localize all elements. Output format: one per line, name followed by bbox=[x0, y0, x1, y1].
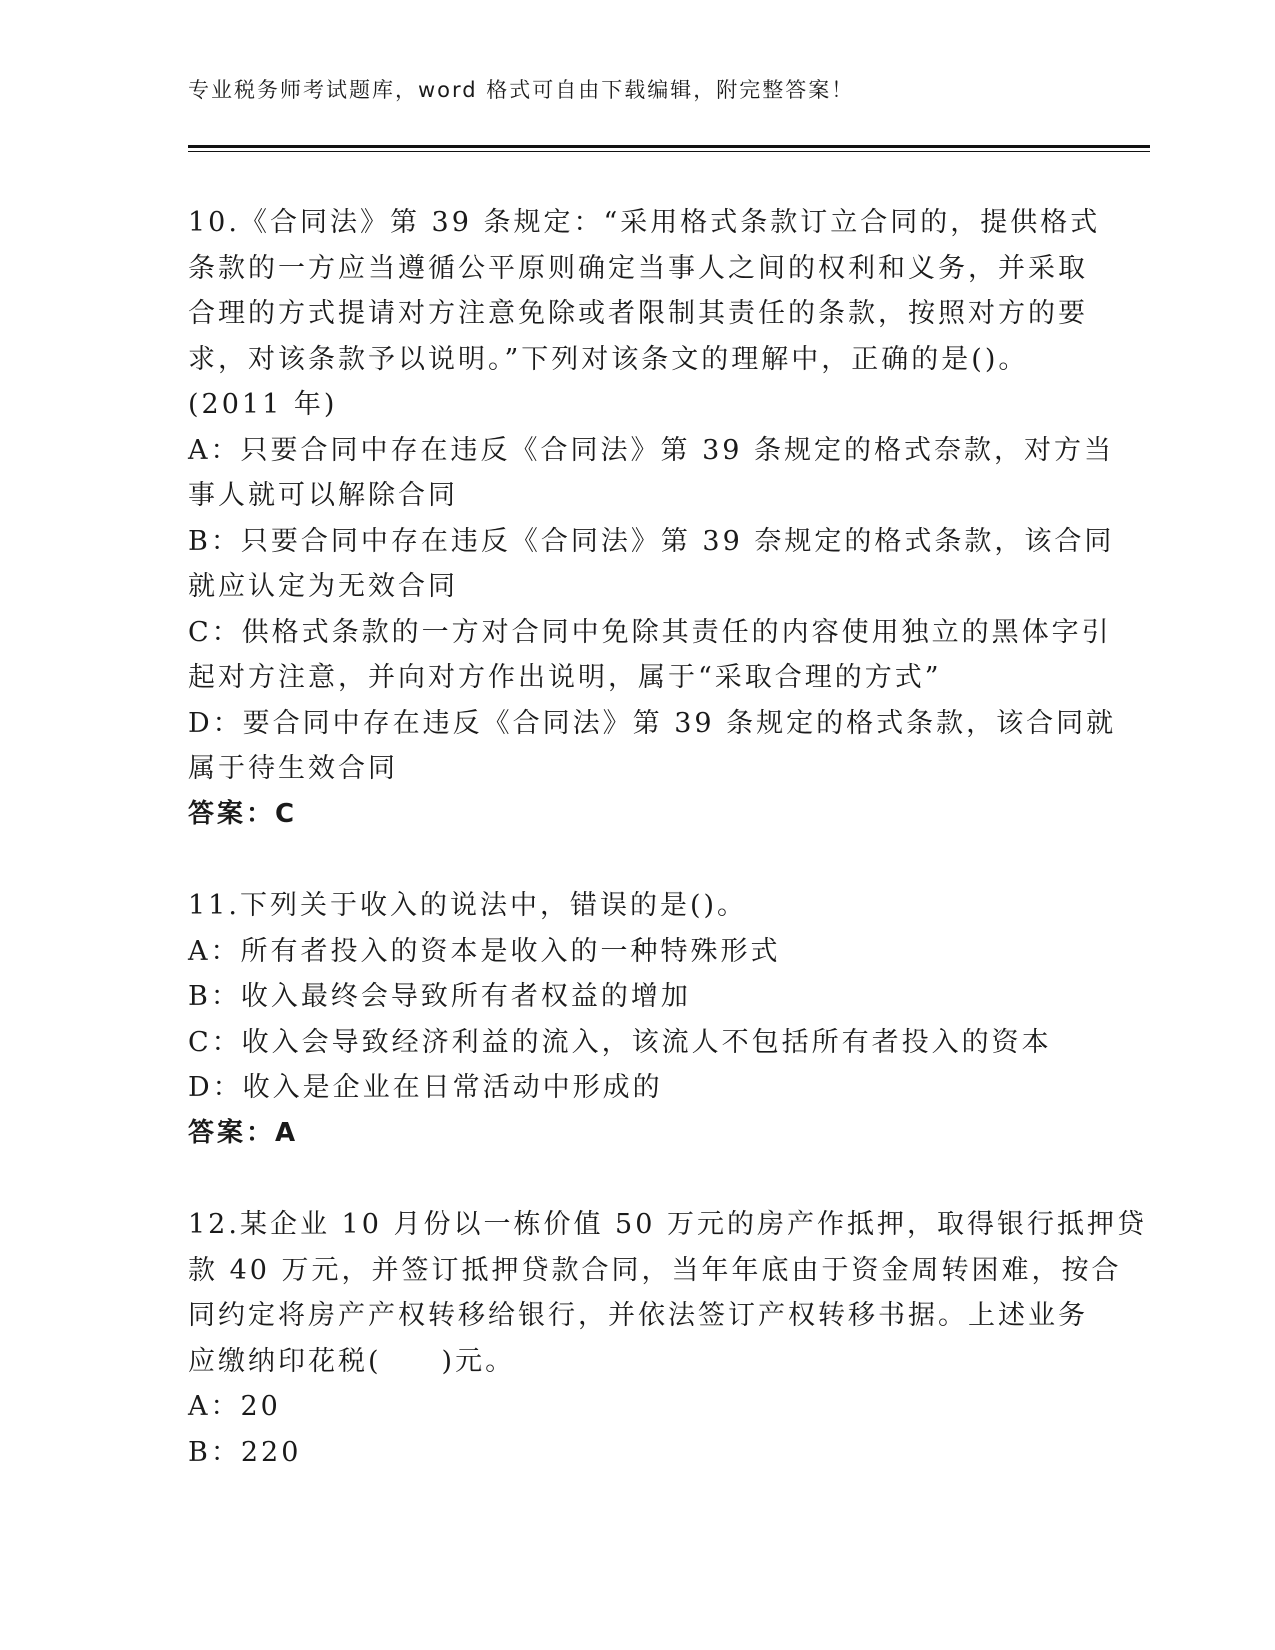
question-text-line: 同约定将房产产权转移给银行，并依法签订产权转移书据。上述业务 bbox=[188, 1300, 1088, 1331]
option-line: C：供格式条款的一方对合同中免除其责任的内容使用独立的黑体字引 bbox=[188, 616, 1112, 648]
question-10 bbox=[188, 200, 1117, 837]
question-text-line: 合理的方式提请对方注意免除或者限制其责任的条款，按照对方的要 bbox=[188, 298, 1088, 329]
question-text-line: (2011 年) bbox=[188, 389, 338, 420]
header-rule-thin bbox=[188, 151, 1150, 152]
question-text-line: 条款的一方应当遵循公平原则确定当事人之间的权利和义务，并采取 bbox=[188, 252, 1088, 284]
option-line: 起对方注意，并向对方作出说明，属于“采取合理的方式” bbox=[188, 662, 942, 693]
option-line: 事人就可以解除合同 bbox=[188, 480, 458, 511]
question-text-line: 12.某企业 10 月份以一栋价值 50 万元的房产作抵押，取得银行抵押贷 bbox=[188, 1209, 1147, 1240]
option-line: A：20 bbox=[188, 1391, 281, 1422]
answer-line: 答案：A bbox=[188, 1117, 299, 1148]
page-header: 专业税务师考试题库，word 格式可自由下载编辑，附完整答案！ bbox=[188, 78, 855, 102]
question-text-line: 款 40 万元，并签订抵押贷款合同，当年年底由于资金周转困难，按合 bbox=[188, 1254, 1122, 1286]
option-line: 就应认定为无效合同 bbox=[188, 571, 458, 602]
question-11 bbox=[188, 883, 1068, 1156]
answer-line: 答案：C bbox=[188, 798, 298, 829]
option-line: 属于待生效合同 bbox=[188, 753, 398, 784]
question-text-line: 11.下列关于收入的说法中，错误的是()。 bbox=[188, 890, 748, 921]
question-text-line: 求，对该条款予以说明。”下列对该条文的理解中，正确的是()。 bbox=[188, 343, 1029, 375]
option-line: A：只要合同中存在违反《合同法》第 39 条规定的格式奈款，对方当 bbox=[188, 434, 1115, 466]
option-line: B：220 bbox=[188, 1436, 302, 1468]
document-body bbox=[188, 200, 1147, 1475]
option-line: D：要合同中存在违反《合同法》第 39 条规定的格式条款，该合同就 bbox=[188, 707, 1117, 739]
option-line: B：收入最终会导致所有者权益的增加 bbox=[188, 981, 691, 1012]
option-line: D：收入是企业在日常活动中形成的 bbox=[188, 1072, 663, 1103]
question-text-line: 10.《合同法》第 39 条规定：“采用格式条款订立合同的，提供格式 bbox=[188, 207, 1101, 238]
question-text-line: 应缴纳印花税( )元。 bbox=[188, 1345, 516, 1377]
header-rule-thick bbox=[188, 145, 1150, 148]
option-line: C：收入会导致经济利益的流入，该流人不包括所有者投入的资本 bbox=[188, 1026, 1052, 1058]
question-12 bbox=[188, 1202, 1147, 1475]
option-line: A：所有者投入的资本是收入的一种特殊形式 bbox=[188, 935, 781, 967]
option-line: B：只要合同中存在违反《合同法》第 39 奈规定的格式条款，该合同 bbox=[188, 525, 1115, 557]
